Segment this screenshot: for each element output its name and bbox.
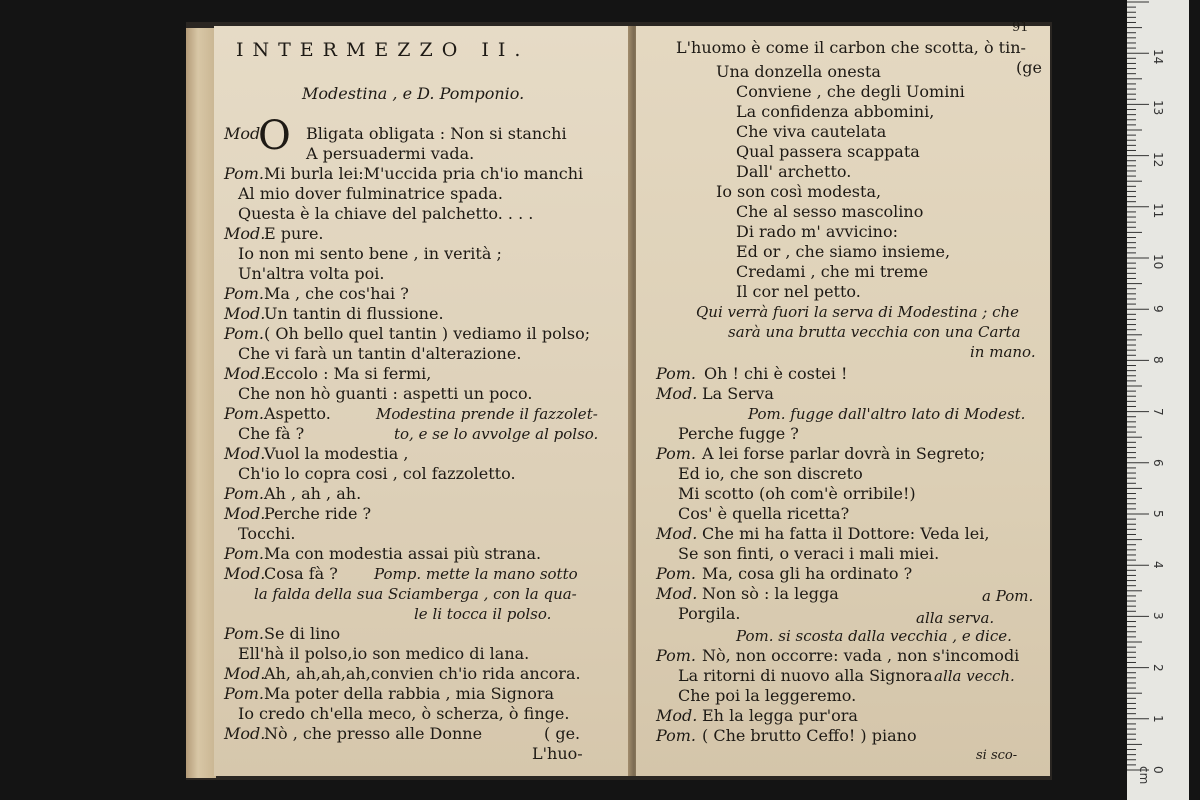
verse-line: Qual passera scappata (736, 142, 920, 161)
speaker: Pom. (656, 444, 697, 463)
verse-line: Che al sesso mascolino (736, 202, 924, 221)
verse-line: Di rado m' avvicino: (736, 222, 898, 241)
turnover: ( ge. (544, 724, 581, 743)
catchword: si sco- (976, 748, 1018, 763)
speaker: Pom. (224, 544, 265, 563)
verse-line: Non sò : la legga (702, 584, 839, 603)
verse-line: ( Oh bello quel tantin ) vediamo il polso; (264, 324, 591, 343)
speaker: Pom. (656, 364, 697, 383)
stage-direction: sarà una brutta vecchia con una Carta (728, 323, 1021, 341)
verse-line: Perche ride ? (264, 504, 372, 523)
verse-line: Che viva cautelata (736, 122, 887, 141)
speaker: Pom. (224, 164, 265, 183)
verse-line: Se son finti, o veraci i mali miei. (678, 544, 940, 563)
verse-line: A persuadermi vada. (306, 144, 475, 163)
verse-line: Al mio dover fulminatrice spada. (238, 184, 503, 203)
verse-line: Mi burla lei:M'uccida pria ch'io manchi (264, 164, 584, 183)
speaker: Mod. (224, 444, 266, 463)
verse-line: Ed or , che siamo insieme, (736, 242, 951, 261)
stage-direction: Pom. si scosta dalla vecchia , e dice. (736, 627, 1012, 645)
verse-line: Vuol la modestia , (264, 444, 409, 463)
verse-line: La ritorni di nuovo alla Signora (678, 666, 933, 685)
verse-line: Io son così modesta, (716, 182, 882, 201)
verse-line: Il cor nel petto. (736, 282, 861, 301)
ruler-number: 14 (1151, 49, 1165, 65)
verse-line: Che vi farà un tantin d'alterazione. (238, 344, 522, 363)
verse-line: Ah , ah , ah. (264, 484, 362, 503)
verse-line: Oh ! chi è costei ! (704, 364, 848, 383)
ruler-number: 1 (1151, 714, 1165, 723)
ruler-number: 9 (1151, 305, 1165, 313)
verse-line: La Serva (702, 384, 774, 403)
speaker: Pom. (656, 646, 697, 665)
verse-line: Ell'hà il polso,io son medico di lana. (238, 644, 530, 663)
measuring-ruler (1127, 0, 1189, 800)
speaker: Mod. (224, 664, 266, 683)
verse-line: Se di lino (264, 624, 341, 643)
speaker: Pom. (656, 726, 697, 745)
drop-cap: O (258, 113, 291, 159)
verse-line: Che fà ? (238, 424, 305, 443)
speaker: Mod. (224, 224, 266, 243)
verse-line: Dall' archetto. (736, 162, 852, 181)
ruler-number: 0 cm (1137, 766, 1165, 785)
stage-direction: alla serva. (916, 609, 995, 627)
verse-line: Eccolo : Ma si fermi, (264, 364, 432, 383)
scene-heading: Modestina , e D. Pomponio. (302, 84, 525, 103)
verse-line: Un tantin di flussione. (264, 304, 444, 323)
verse-line: Tocchi. (238, 524, 296, 543)
verse-line: Aspetto. (264, 404, 331, 423)
stage-direction: Pomp. mette la mano sotto (374, 565, 578, 583)
verse-line: Cos' è quella ricetta? (678, 504, 850, 523)
verse-line: L'huomo è come il carbon che scotta, ò tin- (676, 38, 1026, 57)
ruler-ticks (1127, 0, 1189, 800)
verse-line: Una donzella onesta (716, 62, 881, 81)
speaker: Pom. (224, 404, 265, 423)
ruler-number: 13 (1151, 100, 1165, 116)
verse-line: Bligata obligata : Non si stanchi (306, 124, 567, 143)
speaker: Pom. (224, 684, 265, 703)
stage-direction: to, e se lo avvolge al polso. (394, 425, 599, 443)
verse-line: Mi scotto (oh com'è orribile!) (678, 484, 916, 503)
verse-line: Che poi la leggeremo. (678, 686, 857, 705)
speaker: Pom. (224, 284, 265, 303)
speaker: Mod. (224, 504, 266, 523)
left-page (214, 26, 632, 776)
right-page (636, 20, 1050, 776)
verse-line: Che mi ha fatta il Dottore: Veda lei, (702, 524, 990, 543)
verse-line: Perche fugge ? (678, 424, 799, 443)
ruler-number: 5 (1151, 510, 1165, 518)
speaker: Mod. (224, 564, 266, 583)
speaker: Pom. (656, 564, 697, 583)
verse-line: Ma , che cos'hai ? (264, 284, 409, 303)
speaker: Mod. (224, 124, 266, 143)
verse-line: Ch'io lo copra cosi , col fazzoletto. (238, 464, 516, 483)
verse-line: Ma poter della rabbia , mia Signora (264, 684, 555, 703)
verse-line: Cosa fà ? (264, 564, 338, 583)
speaker: Pom. (224, 324, 265, 343)
ruler-number: 10 (1151, 254, 1165, 270)
stage-direction: Qui verrà fuori la serva di Modestina ; che (696, 303, 1020, 321)
verse-line: La confidenza abbomini, (736, 102, 935, 121)
ruler-number: 6 (1151, 458, 1165, 467)
verse-line: (ge (1016, 58, 1042, 77)
verse-line: Nò , che presso alle Donne (264, 724, 483, 743)
verse-line: Questa è la chiave del palchetto. . . . (238, 204, 534, 223)
verse-line: Un'altra volta poi. (238, 264, 385, 283)
ruler-number: 2 (1151, 663, 1165, 672)
verse-line: A lei forse parlar dovrà in Segreto; (702, 444, 986, 463)
ruler-number: 8 (1151, 356, 1165, 365)
stage-direction: in mano. (970, 343, 1036, 361)
stage-direction: la falda della sua Sciamberga , con la qua- (254, 585, 577, 603)
verse-line: Credami , che mi treme (736, 262, 929, 281)
verse-line: Ma con modestia assai più strana. (264, 544, 542, 563)
stage-direction: Modestina prende il fazzolet- (376, 405, 598, 423)
verse-line: Porgila. (678, 604, 741, 623)
catchword: L'huo- (532, 744, 583, 763)
speaker: Pom. (224, 624, 265, 643)
stage-direction: a Pom. (982, 587, 1034, 605)
speaker: Mod. (656, 706, 698, 725)
ruler-number: 12 (1151, 151, 1165, 167)
speaker: Mod. (224, 364, 266, 383)
verse-line: Conviene , che degli Uomini (736, 82, 965, 101)
page-number: 91 (1012, 20, 1029, 35)
speaker: Mod. (224, 304, 266, 323)
speaker: Pom. (224, 484, 265, 503)
verse-line: Ah, ah,ah,ah,convien ch'io rida ancora. (264, 664, 581, 683)
verse-line: E pure. (264, 224, 324, 243)
stage-direction: alla vecch. (934, 667, 1015, 685)
verse-line: Ed io, che son discreto (678, 464, 863, 483)
verse-line: Eh la legga pur'ora (702, 706, 858, 725)
speaker: Mod. (656, 584, 698, 603)
page-header: INTERMEZZO II. (236, 39, 530, 61)
speaker: Mod. (656, 384, 698, 403)
verse-line: Io credo ch'ella meco, ò scherza, ò finge. (238, 704, 570, 723)
stage-direction: Pom. fugge dall'altro lato di Modest. (748, 405, 1026, 423)
verse-line: Nò, non occorre: vada , non s'incomodi (702, 646, 1020, 665)
verse-line: Io non mi sento bene , in verità ; (238, 244, 502, 263)
page-edges (186, 28, 216, 778)
verse-line: Ma, cosa gli ha ordinato ? (702, 564, 913, 583)
ruler-number: 7 (1151, 407, 1165, 416)
stage-direction: le li tocca il polso. (414, 605, 552, 623)
speaker: Mod. (224, 724, 266, 743)
verse-line: ( Che brutto Ceffo! ) piano (702, 726, 917, 745)
ruler-number: 4 (1151, 561, 1165, 569)
ruler-number: 11 (1151, 202, 1165, 219)
ruler-number: 3 (1151, 612, 1165, 621)
speaker: Mod. (656, 524, 698, 543)
verse-line: Che non hò guanti : aspetti un poco. (238, 384, 533, 403)
